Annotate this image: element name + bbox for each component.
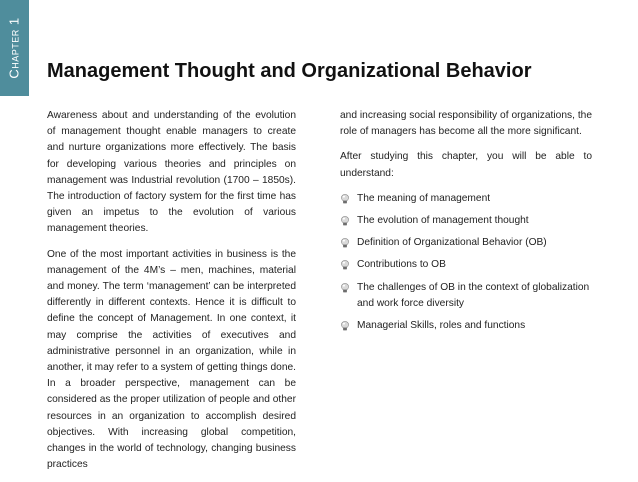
right-column [340,108,592,340]
list-item [340,280,592,312]
objective-text: The meaning of management [357,192,491,204]
list-item [340,235,592,251]
continuation-paragraph: and increasing social responsibility of organizations, the role of managers has become all the more significant. [340,110,592,138]
lightbulb-icon [340,283,350,293]
objective-text: Definition of Organizational Behavior (OB) [357,237,547,249]
chapter-tab [0,0,29,96]
objectives-list [340,191,592,334]
intro-paragraph: Awareness about and understanding of the evolution of management thought enable managers to create and nurture organizations more effectively. The basis for developing various theories and principles on management was Industrial revolution (1700 – 1850s). The introduction of factory system for the first time has given an impetus to the evolution of various management theories. [47,110,296,235]
left-column [47,108,296,482]
lightbulb-icon [340,260,350,270]
list-item [340,191,592,207]
management-paragraph: One of the most important activities in business is the management of the 4M’s – men, machines, material and money. The term ‘management’ can be interpreted differently in different contexts. Hence it is difficult to define the concept of Management. In one context, it may comprise the activities of executives and administrative personnel in an organization, while in another, it may refer to a system of getting things done. In a broader perspective, management can be considered as the proper utilization of people and other resources in an organization to accomplish desired objectives. With increasing global competition, changes in the world of technology, changing business practices [47,248,296,471]
list-item [340,318,592,334]
page-title: Management Thought and Organizational Behavior [47,60,532,82]
lightbulb-icon [340,321,350,331]
list-item [340,257,592,273]
objectives-intro: After studying this chapter, you will be able to understand: [340,151,592,179]
objective-text: The challenges of OB in the context of globalization and work force diversity [357,281,590,309]
objective-text: Contributions to OB [357,259,446,271]
lightbulb-icon [340,194,350,204]
list-item [340,213,592,229]
chapter-label: Chapter 1 [6,17,22,79]
lightbulb-icon [340,216,350,226]
objective-text: Managerial Skills, roles and functions [357,320,526,332]
lightbulb-icon [340,238,350,248]
objective-text: The evolution of management thought [357,215,529,227]
